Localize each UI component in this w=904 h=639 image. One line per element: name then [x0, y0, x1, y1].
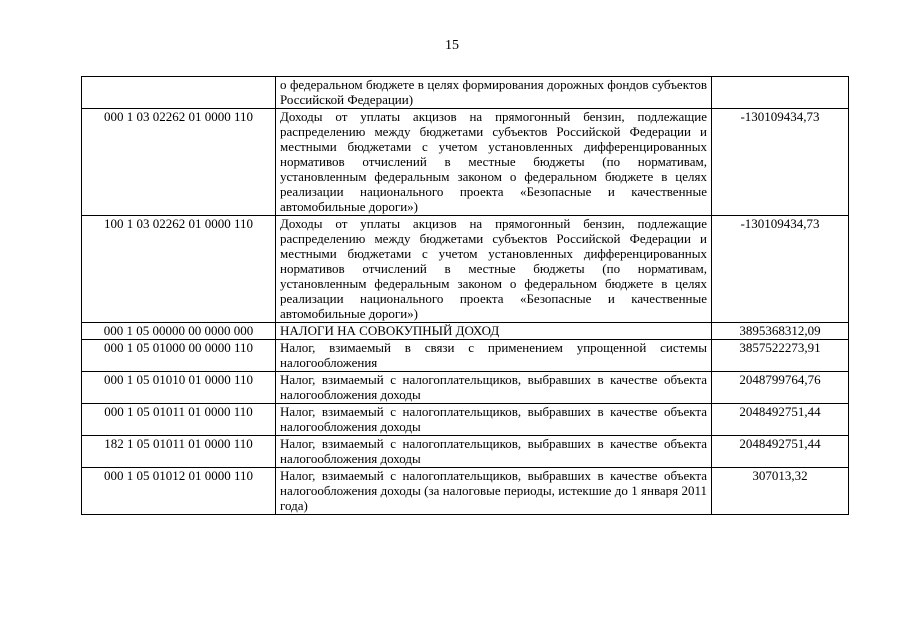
revenue-description: Налог, взимаемый с налогоплательщиков, выбравших в качестве объекта налогообложения доходы	[276, 404, 712, 436]
revenue-description: НАЛОГИ НА СОВОКУПНЫЙ ДОХОД	[276, 323, 712, 340]
table-row	[82, 109, 849, 216]
revenue-amount: -130109434,73	[712, 109, 849, 216]
revenue-description: Налог, взимаемый с налогоплательщиков, выбравших в качестве объекта налогообложения доходы	[276, 372, 712, 404]
revenue-code: 182 1 05 01011 01 0000 110	[82, 436, 276, 468]
revenue-code: 100 1 03 02262 01 0000 110	[82, 216, 276, 323]
revenue-description: Доходы от уплаты акцизов на прямогонный бензин, подлежащие распределению между бюджетами субъектов Российской Федерации и местными бюджетами с учетом установленных дифференцированных нормативов отчислений в местные бюджеты (по нормативам, установленным федеральным законом о федеральном бюджете в целях реализации национального проекта «Безопасные и качественные автомобильные дороги»)	[276, 216, 712, 323]
table-row	[82, 436, 849, 468]
revenue-description: о федеральном бюджете в целях формирования дорожных фондов субъектов Российской Федерации)	[276, 77, 712, 109]
table-row	[82, 216, 849, 323]
revenue-description: Налог, взимаемый с налогоплательщиков, выбравших в качестве объекта налогообложения доходы	[276, 436, 712, 468]
page-number: 15	[445, 38, 459, 53]
table-row	[82, 77, 849, 109]
revenue-code: 000 1 05 01011 01 0000 110	[82, 404, 276, 436]
table-row	[82, 372, 849, 404]
budget-revenue-table	[81, 76, 849, 515]
table-row	[82, 323, 849, 340]
revenue-description: Доходы от уплаты акцизов на прямогонный бензин, подлежащие распределению между бюджетами субъектов Российской Федерации и местными бюджетами с учетом установленных дифференцированных нормативов отчислений в местные бюджеты (по нормативам, установленным федеральным законом о федеральном бюджете в целях реализации национального проекта «Безопасные и качественные автомобильные дороги»)	[276, 109, 712, 216]
revenue-amount: 3895368312,09	[712, 323, 849, 340]
revenue-code: 000 1 05 01012 01 0000 110	[82, 468, 276, 515]
table-row	[82, 468, 849, 515]
revenue-code: 000 1 03 02262 01 0000 110	[82, 109, 276, 216]
revenue-amount: 2048799764,76	[712, 372, 849, 404]
revenue-amount: -130109434,73	[712, 216, 849, 323]
revenue-description: Налог, взимаемый в связи с применением упрощенной системы налогообложения	[276, 340, 712, 372]
revenue-amount	[712, 77, 849, 109]
revenue-amount: 2048492751,44	[712, 404, 849, 436]
revenue-amount: 307013,32	[712, 468, 849, 515]
revenue-code: 000 1 05 00000 00 0000 000	[82, 323, 276, 340]
table-row	[82, 340, 849, 372]
revenue-code	[82, 77, 276, 109]
revenue-description: Налог, взимаемый с налогоплательщиков, выбравших в качестве объекта налогообложения доходы (за налоговые периоды, истекшие до 1 января 2011 года)	[276, 468, 712, 515]
revenue-code: 000 1 05 01000 00 0000 110	[82, 340, 276, 372]
revenue-amount: 3857522273,91	[712, 340, 849, 372]
revenue-code: 000 1 05 01010 01 0000 110	[82, 372, 276, 404]
table-row	[82, 404, 849, 436]
revenue-amount: 2048492751,44	[712, 436, 849, 468]
